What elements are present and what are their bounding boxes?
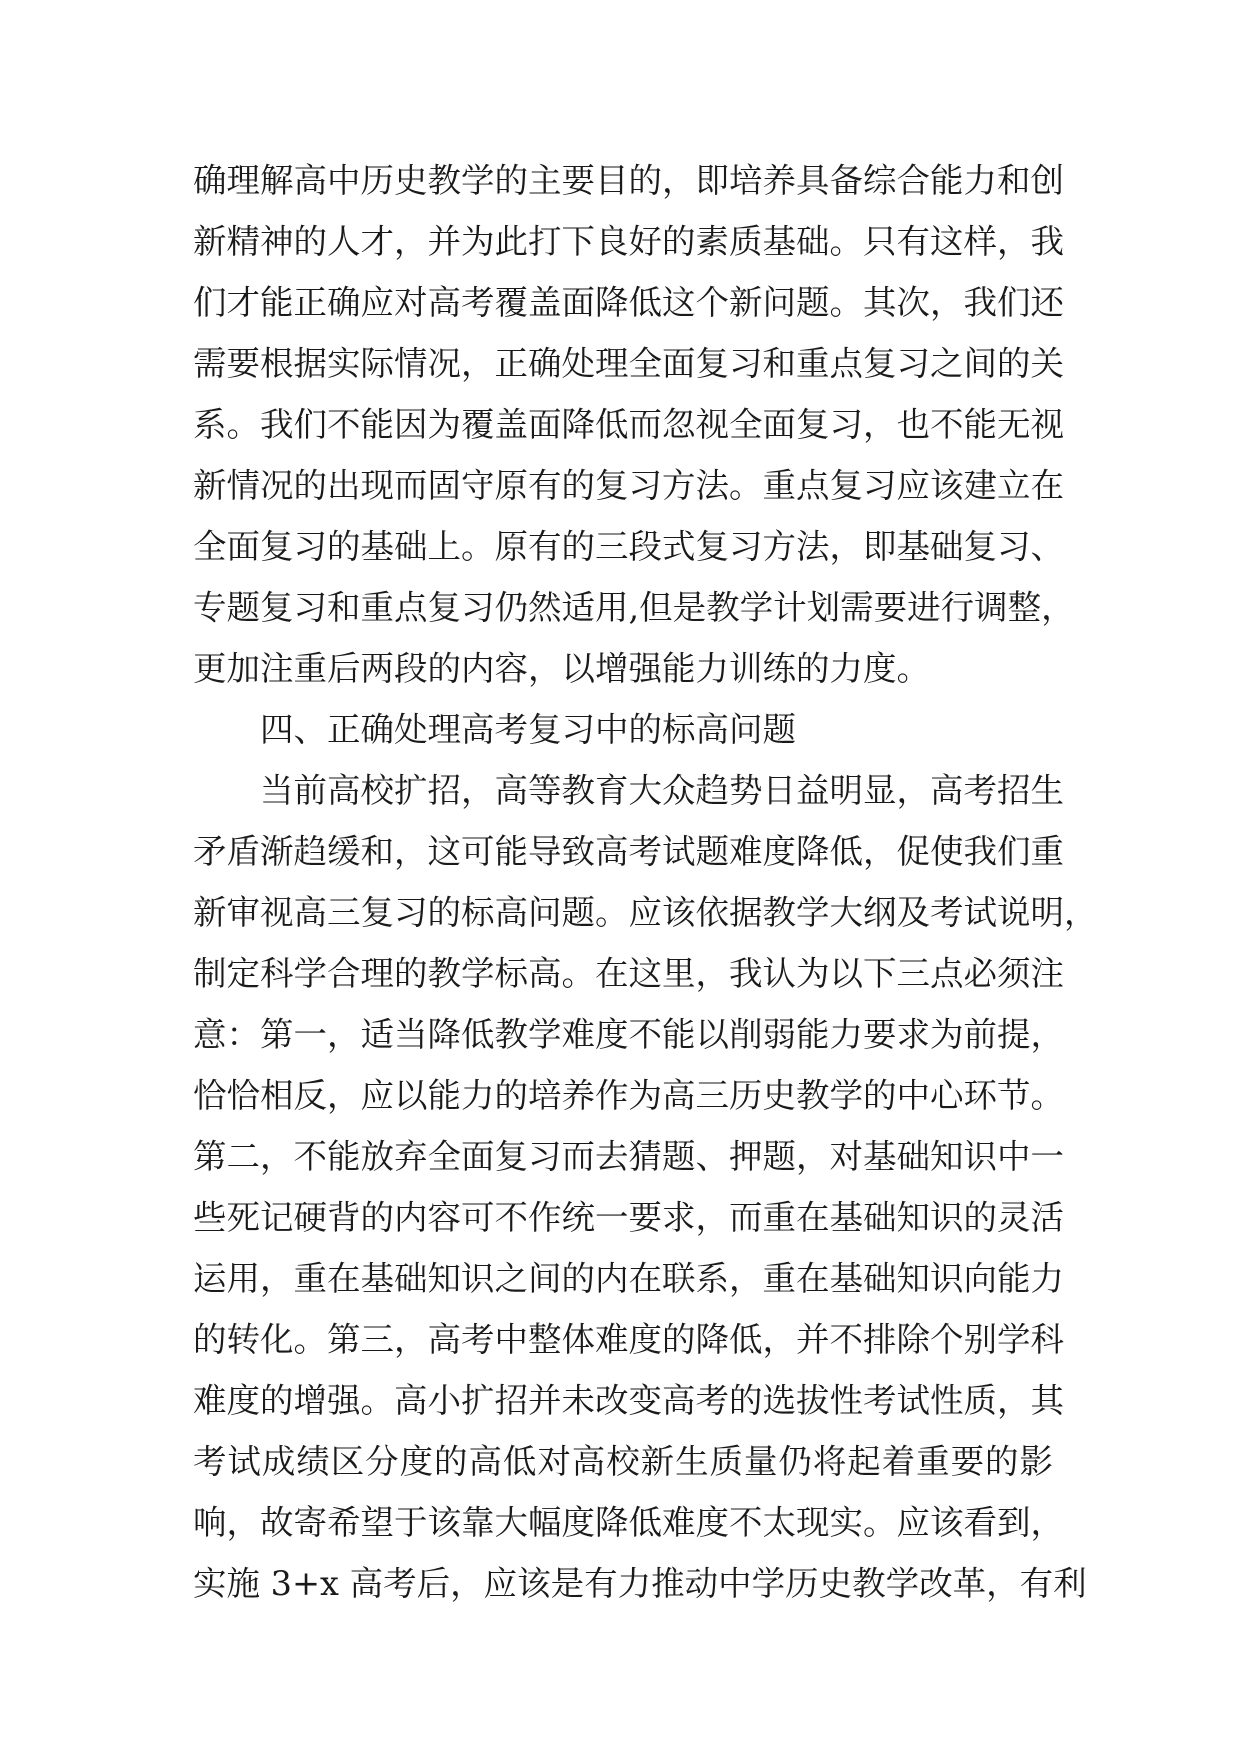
text-line: 些死记硬背的内容可不作统一要求，而重在基础知识的灵活 [193, 1198, 1064, 1237]
text-line: 运用，重在基础知识之间的内在联系，重在基础知识向能力 [193, 1259, 1064, 1298]
text-line: 第二，不能放弃全面复习而去猜题、押题，对基础知识中一 [193, 1137, 1064, 1176]
text-line: 当前高校扩招，高等教育大众趋势日益明显，高考招生 [260, 771, 1064, 810]
text-line: 的转化。第三，高考中整体难度的降低，并不排除个别学科 [193, 1320, 1064, 1359]
text-line: 专题复习和重点复习仍然适用,但是教学计划需要进行调整， [193, 588, 1075, 627]
text-line: 更加注重后两段的内容，以增强能力训练的力度。 [193, 649, 930, 688]
text-line: 实施 3+x 高考后，应该是有力推动中学历史教学改革，有利 [193, 1564, 1087, 1603]
body-text [193, 150, 1098, 1614]
text-line: 新审视高三复习的标高问题。应该依据教学大纲及考试说明， [193, 893, 1098, 932]
text-line: 考试成绩区分度的高低对高校新生质量仍将起着重要的影 [193, 1442, 1053, 1481]
text-line: 新精神的人才，并为此打下良好的素质基础。只有这样，我 [193, 222, 1064, 261]
text-line: 矛盾渐趋缓和，这可能导致高考试题难度降低，促使我们重 [193, 832, 1064, 871]
text-line: 需要根据实际情况，正确处理全面复习和重点复习之间的关 [193, 344, 1064, 383]
section-heading: 四、正确处理高考复习中的标高问题 [260, 710, 796, 749]
text-line: 恰恰相反，应以能力的培养作为高三历史教学的中心环节。 [193, 1076, 1064, 1115]
text-line: 制定科学合理的教学标高。在这里，我认为以下三点必须注 [193, 954, 1064, 993]
text-line: 们才能正确应对高考覆盖面降低这个新问题。其次，我们还 [193, 283, 1064, 322]
text-line: 难度的增强。高小扩招并未改变高考的选拔性考试性质，其 [193, 1381, 1064, 1420]
text-line: 新情况的出现而固守原有的复习方法。重点复习应该建立在 [193, 466, 1064, 505]
text-line: 系。我们不能因为覆盖面降低而忽视全面复习，也不能无视 [193, 405, 1064, 444]
text-line: 全面复习的基础上。原有的三段式复习方法，即基础复习、 [193, 527, 1064, 566]
text-line: 确理解高中历史教学的主要目的，即培养具备综合能力和创 [193, 161, 1064, 200]
text-line: 意：第一，适当降低教学难度不能以削弱能力要求为前提， [193, 1015, 1064, 1054]
text-line: 响，故寄希望于该靠大幅度降低难度不太现实。应该看到， [193, 1503, 1064, 1542]
